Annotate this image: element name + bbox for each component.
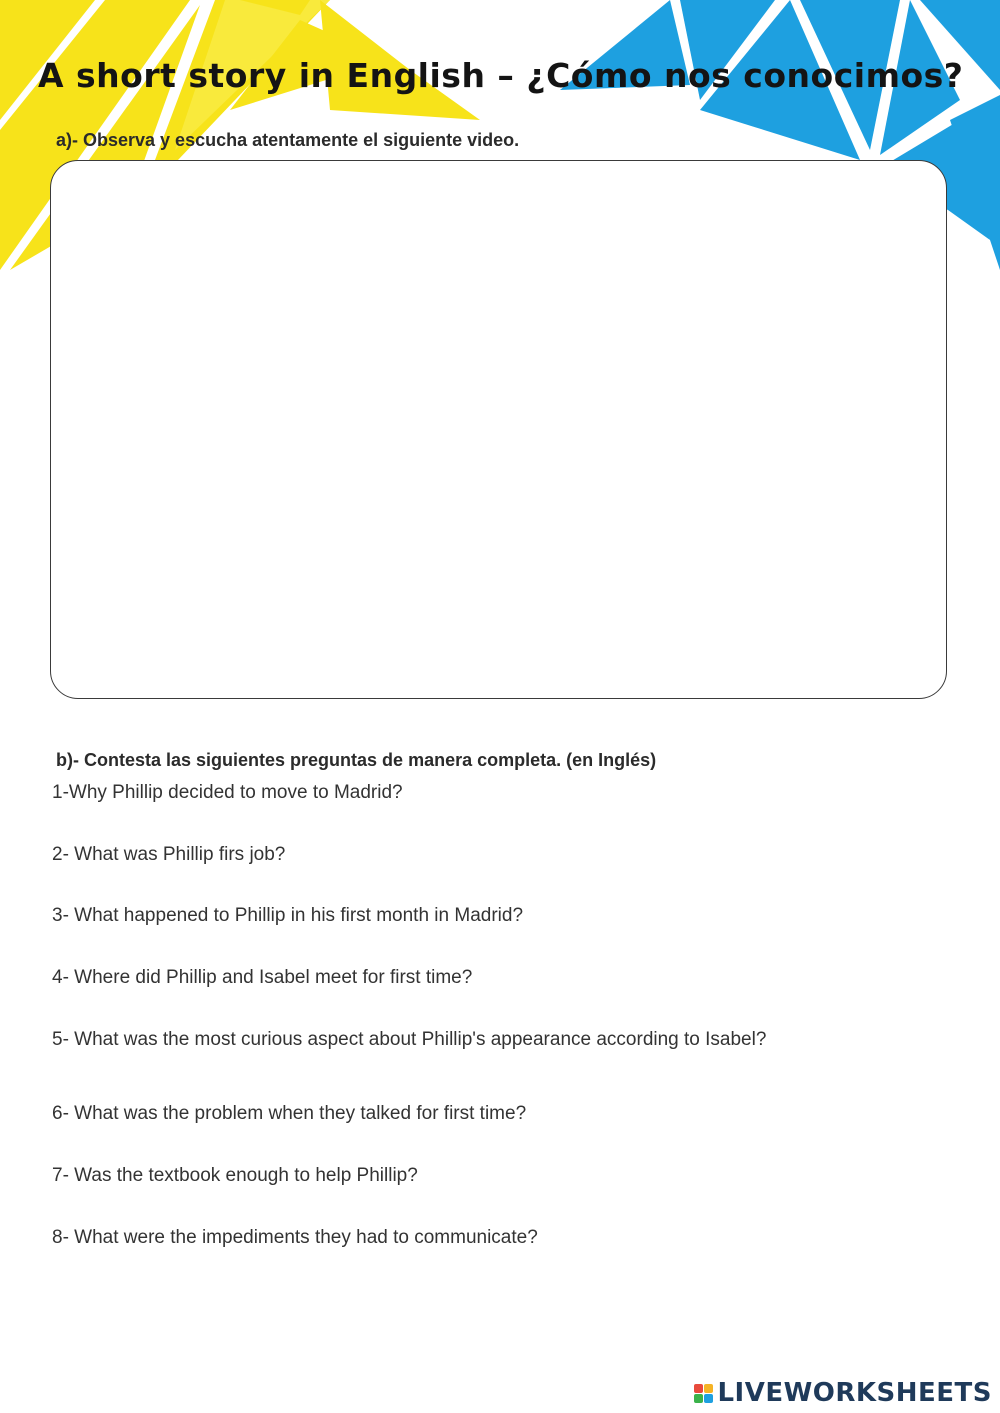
question-3: 3- What happened to Phillip in his first month in Madrid? bbox=[52, 905, 524, 926]
question-7: 7- Was the textbook enough to help Phillip? bbox=[52, 1165, 418, 1186]
question-5: 5- What was the most curious aspect about Phillip's appearance according to Isabel? bbox=[52, 1029, 767, 1050]
question-4: 4- Where did Phillip and Isabel meet for first time? bbox=[52, 967, 473, 988]
section-a-instruction: a)- Observa y escucha atentamente el siguiente video. bbox=[56, 130, 520, 150]
question-6: 6- What was the problem when they talked for first time? bbox=[52, 1103, 527, 1124]
page-title: A short story in English – ¿Cómo nos conocimos? bbox=[38, 56, 964, 95]
footer-brand bbox=[694, 1376, 992, 1410]
section-b-instruction: b)- Contesta las siguientes preguntas de manera completa. (en Inglés) bbox=[56, 750, 657, 770]
question-8: 8- What were the impediments they had to communicate? bbox=[52, 1227, 538, 1248]
video-frame[interactable] bbox=[50, 160, 947, 699]
question-2: 2- What was Phillip firs job? bbox=[52, 844, 286, 865]
footer-brand-text: LIVEWORKSHEETS bbox=[717, 1378, 992, 1408]
question-1: 1-Why Phillip decided to move to Madrid? bbox=[52, 782, 403, 803]
liveworksheets-logo-icon bbox=[694, 1384, 713, 1403]
